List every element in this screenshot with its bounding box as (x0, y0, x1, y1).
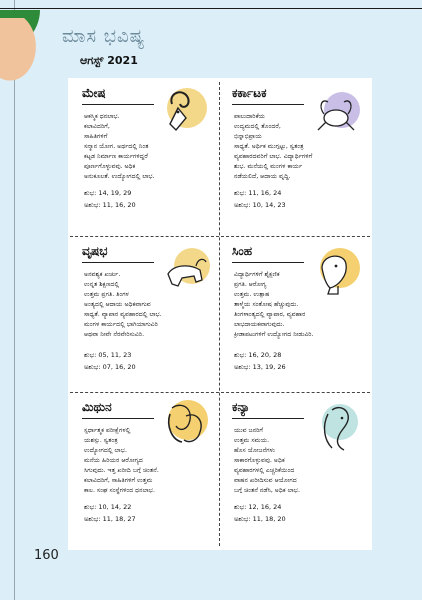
lucky-days: ಶುಭ: 10, 14, 22 (84, 503, 132, 511)
lucky-days: ಶುಭ: 11, 16, 24 (234, 189, 282, 197)
section-title: ಮಾಸ ಭವಿಷ್ಯ (62, 26, 146, 47)
sign-name: ಕನ್ಯಾ (232, 400, 250, 414)
prediction-text: ಪಾಲುದಾರಿಕೆಯ ಉದ್ಯಮದಲ್ಲಿ ತೊಂದರೆ, ಭಿನ್ನಾಭಿಪ್ರಾಯ ಸಾಧ್ಯತೆ. ಅರ್ಥಿಕ ಮುಗ್ಗಟ್ಟು, ಸ್ವತಂತ್ರ ವ್ಯವಹಾರದವರಿಗೆ ಲಾಭ. ವಿದ್ಯಾರ್ಥಿಗಳಿಗೆ ಶುಭ. ಮನೆಯಲ್ಲಿ ಮಂಗಳ ಕಾರ್ಯ ನಡೆಯಲಿದೆ, ಆದಾಯ ವೃದ್ಧಿ. (234, 113, 313, 180)
prediction-text: ಅನವಶ್ಯಕ ಖರ್ಚು. ಉನ್ನತ ಶಿಕ್ಷಣದಲ್ಲಿ ಉತ್ತಮ ಪ್ರಗತಿ. ತಿಂಗಳ ಅಂತ್ಯದಲ್ಲಿ ಆದಾಯ ಅಧಿಕವಾಗುವ ಸಾಧ್ಯತೆ. ವ್ಯಾಪಾರ ವ್ಯವಹಾರದಲ್ಲಿ ಲಾಭ. ಮಂಗಳ ಕಾರ್ಯದಲ್ಲಿ ಭಾಗಿಯಾಗುವಿರಿ ಆಥವಾ ನೀವೇ ನೆರವೇರಿಸುವಿರಿ. (84, 271, 162, 338)
row-divider (70, 236, 370, 237)
sign-name: ಮೇಷ (82, 86, 106, 100)
sign-cell-mithuna (70, 394, 218, 550)
risk-days: ಅಶುಭ: 07, 16, 20 (84, 363, 136, 371)
title-underline (232, 418, 304, 419)
page-number: 160 (34, 548, 59, 563)
prediction-text: ಆಕಸ್ಮಿಕ ಧನಲಾಭ. ಕಲಾವಿದರಿಗೆ, ಸಾಹಿತಿಗಳಿಗೆ ಸನ್ಮಾನ ಯೋಗ. ಅರ್ಥದಲ್ಲಿ ನಿಂತ ಕಟ್ಟಡ ನಿರ್ಮಾಣ ಕಾರ್ಯಗಳಿದ್ದರೆ ಪೂರ್ಣಗೊಳ್ಳುವವು. ಅಧಿಕ ಅನುಕೂಲತೆ. ಉದ್ಯೋಗದಲ್ಲಿ ಲಾಭ. (84, 113, 155, 180)
risk-days: ಅಶುಭ: 13, 19, 26 (234, 363, 286, 371)
sign-cell-simha (220, 238, 368, 394)
lucky-days: ಶುಭ: 05, 11, 23 (84, 351, 132, 359)
margin-line (14, 0, 15, 600)
corner-decoration (0, 10, 60, 90)
sign-name: ಕರ್ಕಾಟಕ (232, 86, 267, 100)
sign-cell-vrishabha (70, 238, 218, 394)
lucky-days: ಶುಭ: 16, 20, 28 (234, 351, 282, 359)
sign-name: ಮಿಥುನ (82, 400, 112, 414)
sign-name: ಸಿಂಹ (232, 244, 253, 258)
lucky-days: ಶುಭ: 14, 19, 29 (84, 189, 132, 197)
title-underline (232, 262, 304, 263)
prediction-text: ವಿದ್ಯಾರ್ಥಿಗಳಿಗೆ ಶೈಕ್ಷಣಿಕ ಪ್ರಗತಿ. ಆರೋಗ್ಯ ಉತ್ತಮ. ಉತ್ಸಾಹ ತಾಳ್ಮೆಯ ಸಂತೋಷ ಹೆಚ್ಚುವುದು. ತಿಂಗಳಾಂತ್ಯದಲ್ಲಿ ವ್ಯಾಪಾರ, ವ್ಯವಹಾರ ಲಾಭದಾಯಕವಾಗುವುದು. ಕ್ರೀಡಾಪಟುಗಳಿಗೆ ಉದ್ಯೋಗದ ನೀಡುವಿರಿ. (234, 271, 314, 338)
sign-cell-karkataka (220, 80, 368, 236)
title-underline (82, 418, 154, 419)
risk-days: ಅಶುಭ: 11, 18, 20 (234, 515, 286, 523)
sign-cell-kanya (220, 394, 368, 550)
lucky-days: ಶುಭ: 12, 16, 24 (234, 503, 282, 511)
sign-cell-mesha (70, 80, 218, 236)
title-underline (232, 104, 304, 105)
risk-days: ಅಶುಭ: 11, 16, 20 (84, 201, 136, 209)
risk-days: ಅಶುಭ: 10, 14, 23 (234, 201, 286, 209)
risk-days: ಅಶುಭ: 11, 18, 27 (84, 515, 136, 523)
header-rule (0, 8, 422, 9)
month-label: ಆಗಸ್ಟ್ 2021 (80, 54, 138, 67)
prediction-text: ಯುವ ಜನರಿಗೆ ಉತ್ತಮ ಸಮಯ. ಹೊಸ ಯೋಜನೆಗಳು ಸಾಕಾರಗೊಳ್ಳುವವು. ಅಧಿಕ ವ್ಯವಹಾರಗಳಲ್ಲಿ ಎಚ್ಚರಿಕೆಯಿಂದ ವಾಹನ ಖರೀದಿಸುವ ಆಯೋಗದ ಬಗ್ಗೆ ಚಿಂತನೆ ನಡೆಸಿ, ಅಧಿಕ ಲಾಭ. (234, 427, 300, 494)
sign-name: ವೃಷಭ (82, 244, 108, 258)
prediction-text: ಸ್ಪರ್ಧಾತ್ಮಕ ಪರೀಕ್ಷೆಗಳಲ್ಲಿ ಯಶಸ್ಸು. ಸ್ವತಂತ್ರ ಉದ್ಯೋಗದಲ್ಲಿ ಲಾಭ. ಮನೆಯ ಹಿರಿಯರ ಆರೋಗ್ಯದ ಸಿಗುವುದು. ಇತ್ತ ಖರೀದಿ ಬಗ್ಗೆ ಚಿಂತನೆ. ಕಲಾವಿದರಿಗೆ, ಸಾಹಿತಿಗಳಿಗೆ ಉತ್ತಮ ಕಾಲ. ಸಂಘ ಸಂಸ್ಥೆಗಳಿಂದ ಧನಲಾಭ. (84, 427, 159, 494)
title-underline (82, 262, 154, 263)
title-underline (82, 104, 154, 105)
